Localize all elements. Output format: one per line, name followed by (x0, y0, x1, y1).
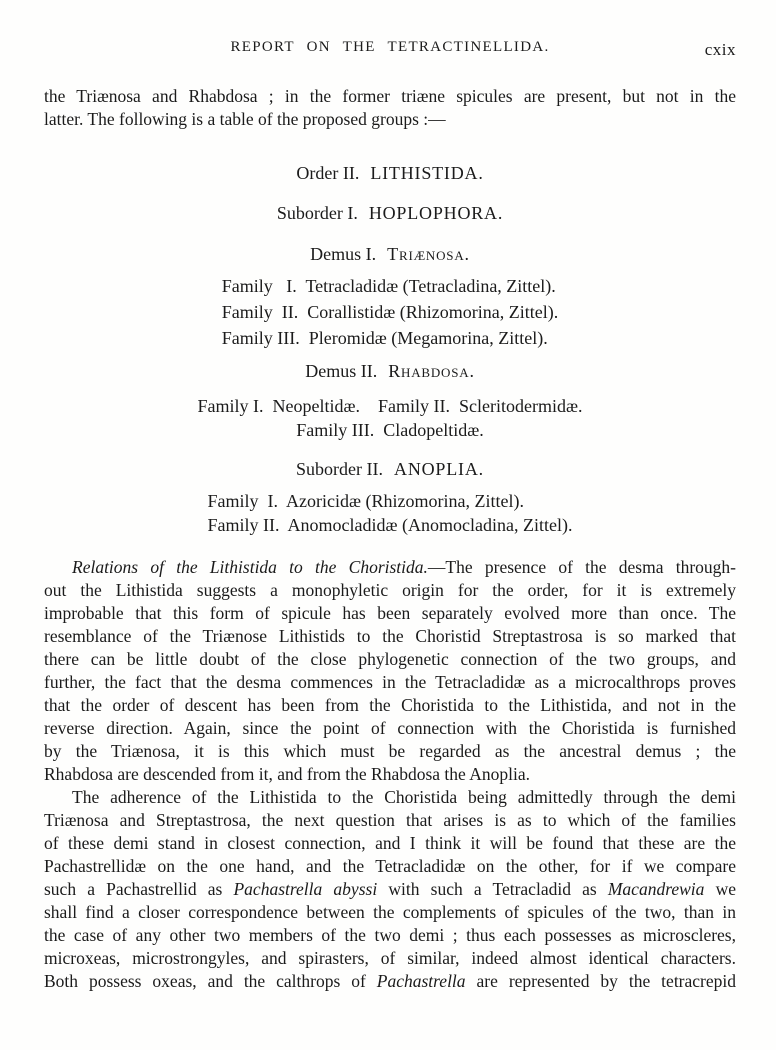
plain-text: The adherence of the Lithistida to the Choristida being admittedly through the demi (72, 787, 736, 807)
running-head-title: REPORT ON THE TETRACTINELLIDA. (230, 39, 550, 55)
plain-text: Rhabdosa are descended from it, and from the Rhabdosa the Anoplia. (44, 764, 530, 784)
plain-text: improbable that this form of spicule has been separately evolved more than once. The (44, 603, 736, 623)
classification-demus-1 (44, 241, 736, 267)
italic-text: Pachastrella (376, 971, 466, 991)
classification-name: HOPLOPHORA. (368, 203, 504, 223)
classification-label: Demus II. (305, 361, 378, 381)
plain-text: such a Pachastrellid as (44, 879, 234, 899)
page-header (44, 0, 736, 60)
classification-order (44, 160, 736, 186)
plain-text: there can be little doubt of the close phylogenetic connection of the two groups, and (44, 649, 736, 669)
text-line (44, 85, 736, 108)
text-line (44, 740, 736, 763)
plain-text: reverse direction. Again, since the point of connection with the Choristida is furnished (44, 718, 736, 738)
family-line: Family III. Cladopeltidæ. (296, 420, 484, 440)
family-line: Family I. Azoricidæ (Rhizomorina, Zittel). (207, 491, 524, 511)
text-line (44, 556, 736, 579)
classification-suborder-2 (44, 456, 736, 482)
classification-name: Rhabdosa. (388, 361, 475, 381)
plain-text: the case of any other two members of the two demi ; thus each possesses as microscleres, (44, 925, 736, 945)
classification-name: ANOPLIA. (394, 459, 484, 479)
text-line (44, 809, 736, 832)
page-number: cxix (704, 40, 736, 59)
text-line (44, 602, 736, 625)
suborder2-families (44, 489, 736, 537)
plain-text: are represented by the tetracrepid (465, 971, 736, 991)
plain-text: that the order of descent has been from the Choristida to the Lithistida, and not in the (44, 695, 736, 715)
plain-text: of these demi stand in closest connection, and I think it will be found that these are the (44, 833, 736, 853)
plain-text: microxeas, microstrongyles, and spirasters, of similar, indeed almost identical characters. (44, 948, 736, 968)
plain-text: the Triænosa and Rhabdosa ; in the former triæne spicules are present, but not in the (44, 86, 736, 106)
demus1-families (44, 273, 736, 351)
classification-name: Triænosa. (387, 244, 470, 264)
text-line (44, 947, 736, 970)
classification-label: Order II. (296, 163, 360, 183)
plain-text: latter. The following is a table of the proposed groups :— (44, 109, 446, 129)
text-line (44, 786, 736, 809)
classification-suborder-1 (44, 200, 736, 226)
intro-paragraph (44, 85, 736, 131)
plain-text: —The presence of the desma through- (427, 557, 736, 577)
classification-label: Demus I. (310, 244, 377, 264)
classification-label: Suborder II. (296, 459, 384, 479)
plain-text: further, the fact that the desma commences in the Tetracladidæ as a microcalthrops proves (44, 672, 736, 692)
text-line (44, 924, 736, 947)
family-line: Family II. Anomocladidæ (Anomocladina, Zittel). (207, 515, 573, 535)
text-line (44, 671, 736, 694)
plain-text: we (704, 879, 736, 899)
family-line: Family I. Neopeltidæ. Family II. Scleritodermidæ. (197, 396, 583, 416)
text-line (44, 763, 736, 786)
plain-text: shall find a closer correspondence between the complements of spicules of the two, than in (44, 902, 736, 922)
text-line (44, 878, 736, 901)
plain-text: by the Triænosa, it is this which must be regarded as the ancestral demus ; the (44, 741, 736, 761)
text-line (44, 855, 736, 878)
text-line (44, 108, 736, 131)
text-line (44, 717, 736, 740)
text-line (44, 970, 736, 993)
plain-text: with such a Tetracladid as (377, 879, 608, 899)
text-line (44, 625, 736, 648)
italic-text: Macandrewia (607, 879, 705, 899)
adherence-paragraph (44, 786, 736, 993)
classification-demus-2 (44, 358, 736, 384)
italic-text: Pachastrella abyssi (233, 879, 378, 899)
family-line: Family II. Corallistidæ (Rhizomorina, Zittel). (221, 302, 559, 322)
text-line (44, 694, 736, 717)
demus2-families (44, 394, 736, 442)
italic-text: Relations of the Lithistida to the Choristida. (72, 557, 428, 577)
text-line (44, 648, 736, 671)
plain-text: out the Lithistida suggests a monophyletic origin for the order, for it is extremely (44, 580, 736, 600)
classification-name: LITHISTIDA. (370, 163, 484, 183)
plain-text: Pachastrellidæ on the one hand, and the Tetracladidæ on the other, for if we compare (44, 856, 736, 876)
relations-paragraph (44, 556, 736, 786)
family-line: Family III. Pleromidæ (Megamorina, Zittel). (221, 328, 548, 348)
plain-text: Triænosa and Streptastrosa, the next question that arises is as to which of the families (44, 810, 736, 830)
classification-table (44, 160, 736, 537)
text-line (44, 832, 736, 855)
text-line (44, 901, 736, 924)
plain-text: resemblance of the Triænose Lithistids to the Choristid Streptastrosa is so marked that (44, 626, 736, 646)
family-line: Family I. Tetracladidæ (Tetracladina, Zittel). (221, 276, 556, 296)
text-line (44, 579, 736, 602)
classification-label: Suborder I. (276, 203, 358, 223)
plain-text: Both possess oxeas, and the calthrops of (44, 971, 377, 991)
